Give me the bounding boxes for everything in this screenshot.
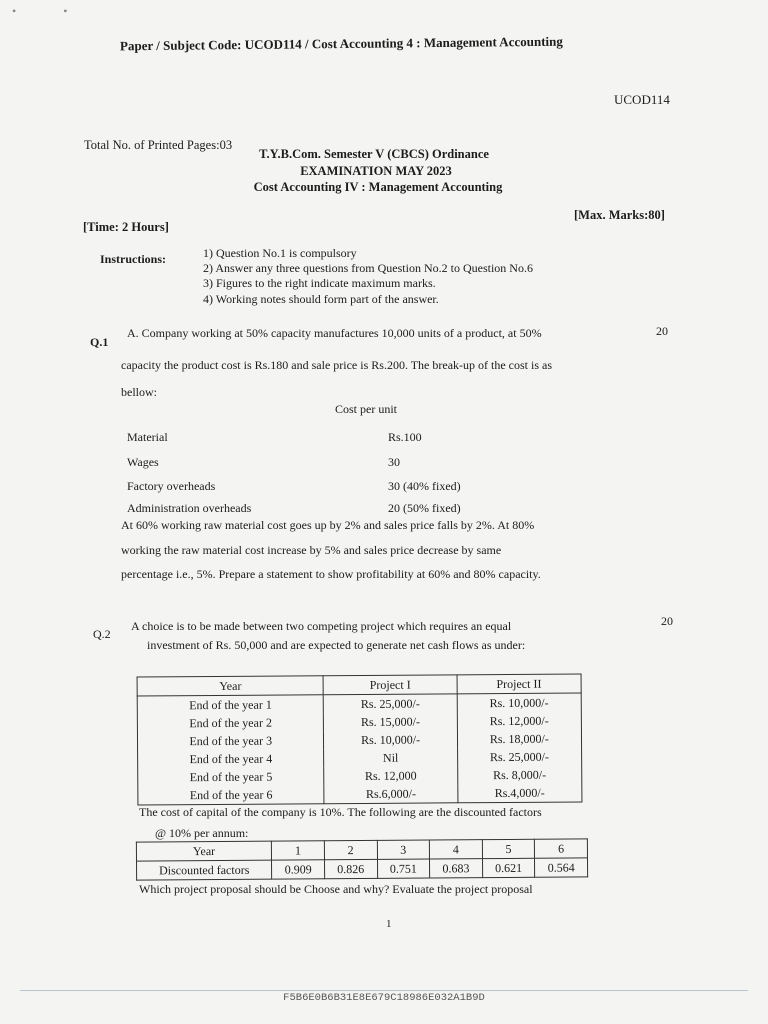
discount-factor-table xyxy=(136,838,588,880)
table-cell: Rs. 12,000/- xyxy=(457,711,581,730)
cost-value: 30 xyxy=(388,455,400,469)
instruction-item: 1) Question No.1 is compulsory xyxy=(203,246,357,260)
cost-value: 30 (40% fixed) xyxy=(388,479,461,493)
table-cell: Rs. 12,000 xyxy=(324,766,457,785)
q1-text: A. Company working at 50% capacity manufactures 10,000 units of a product, at 50% xyxy=(127,326,542,340)
exam-title: EXAMINATION MAY 2023 xyxy=(300,164,452,178)
table-cell: 2 xyxy=(324,840,377,859)
table-cell: Rs.4,000/- xyxy=(457,783,581,802)
cost-value: Rs.100 xyxy=(388,430,422,444)
subject-code: UCOD114 xyxy=(614,92,670,107)
table-cell: 0.826 xyxy=(324,859,377,878)
table-cell: Rs. 18,000/- xyxy=(457,729,581,748)
table-cell: 6 xyxy=(535,839,588,858)
q2-text: @ 10% per annum: xyxy=(155,826,249,840)
cost-item: Wages xyxy=(127,455,159,469)
instruction-item: 2) Answer any three questions from Question No.2 to Question No.6 xyxy=(203,261,533,275)
footer-divider xyxy=(20,990,748,991)
table-header-row xyxy=(137,674,581,696)
table-cell: 4 xyxy=(429,840,482,859)
table-row xyxy=(138,783,582,805)
q1-number: Q.1 xyxy=(90,335,109,349)
table-cell: End of the year 6 xyxy=(138,785,325,805)
q2-text: investment of Rs. 50,000 and are expected to generate net cash flows as under: xyxy=(147,638,526,652)
table-cell: 5 xyxy=(482,839,535,858)
table-cell: End of the year 1 xyxy=(137,695,324,715)
max-marks: [Max. Marks:80] xyxy=(574,208,665,222)
table-cell: Rs. 25,000/- xyxy=(457,747,581,766)
table-cell: Nil xyxy=(324,748,457,767)
q1-text: capacity the product cost is Rs.180 and sale price is Rs.200. The break-up of the cost is as xyxy=(121,358,553,372)
table-cell: 0.751 xyxy=(377,859,430,878)
q1-marks: 20 xyxy=(656,324,668,338)
paper-subject-line: Paper / Subject Code: UCOD114 / Cost Accounting 4 : Management Accounting xyxy=(119,33,563,54)
table-cell: Rs. 8,000/- xyxy=(457,765,581,784)
q2-text: A choice is to be made between two competing project which requires an equal xyxy=(131,619,512,633)
q1-text: working the raw material cost increase by 5% and sales price decrease by same xyxy=(121,543,502,557)
q2-text: The cost of capital of the company is 10%. The following are the discounted factors xyxy=(139,805,542,819)
table-cell: 0.564 xyxy=(535,858,588,877)
course-title: T.Y.B.Com. Semester V (CBCS) Ordinance xyxy=(259,147,489,161)
cost-item: Material xyxy=(127,430,168,444)
table-cell: 1 xyxy=(272,841,325,860)
cost-per-unit-header: Cost per unit xyxy=(335,402,397,416)
instruction-item: 4) Working notes should form part of the answer. xyxy=(203,292,439,306)
table-cell: Rs. 25,000/- xyxy=(324,694,457,713)
table-cell: 0.909 xyxy=(272,860,325,879)
table-cell: End of the year 5 xyxy=(138,767,325,786)
q2-text: Which project proposal should be Choose and why? Evaluate the project proposal xyxy=(139,882,533,896)
table-cell: 0.621 xyxy=(482,858,535,877)
table-header-cell: Year xyxy=(137,676,324,696)
table-cell: End of the year 4 xyxy=(138,749,325,768)
footer-hash: F5B6E0B6B31E8E679C18986E032A1B9D xyxy=(283,992,485,1004)
q2-number: Q.2 xyxy=(93,627,111,641)
cost-item: Factory overheads xyxy=(127,479,216,493)
table-cell: Rs.6,000/- xyxy=(324,784,457,803)
q1-text: At 60% working raw material cost goes up by 2% and sales price falls by 2%. At 80% xyxy=(121,518,535,532)
table-row xyxy=(137,858,588,880)
table-cell: Rs. 10,000/- xyxy=(324,730,457,749)
cost-item: Administration overheads xyxy=(127,501,252,515)
table-cell: Rs. 15,000/- xyxy=(324,712,457,731)
table-cell: Rs. 10,000/- xyxy=(457,693,581,712)
scan-marks: • • xyxy=(12,4,90,18)
instructions-label: Instructions: xyxy=(100,252,167,266)
q1-text: bellow: xyxy=(121,385,157,399)
cost-value: 20 (50% fixed) xyxy=(388,501,461,515)
table-cell: End of the year 2 xyxy=(137,713,324,732)
cash-flow-table xyxy=(137,673,583,805)
printed-pages: Total No. of Printed Pages:03 xyxy=(84,138,233,152)
subject-title: Cost Accounting IV : Management Accounting xyxy=(253,180,503,194)
table-header-cell: Project II xyxy=(457,674,581,694)
table-cell: 3 xyxy=(377,840,430,859)
q2-marks: 20 xyxy=(661,614,673,628)
table-cell: End of the year 3 xyxy=(137,731,324,750)
table-cell: 0.683 xyxy=(430,859,483,878)
page-number: 1 xyxy=(386,918,392,930)
time-allowed: [Time: 2 Hours] xyxy=(83,220,169,234)
q1-text: percentage i.e., 5%. Prepare a statement to show profitability at 60% and 80% capacity. xyxy=(121,567,541,581)
table-cell: Year xyxy=(136,841,271,861)
table-header-cell: Project I xyxy=(324,675,457,695)
instruction-item: 3) Figures to the right indicate maximum marks. xyxy=(203,276,436,290)
table-cell: Discounted factors xyxy=(137,860,272,880)
